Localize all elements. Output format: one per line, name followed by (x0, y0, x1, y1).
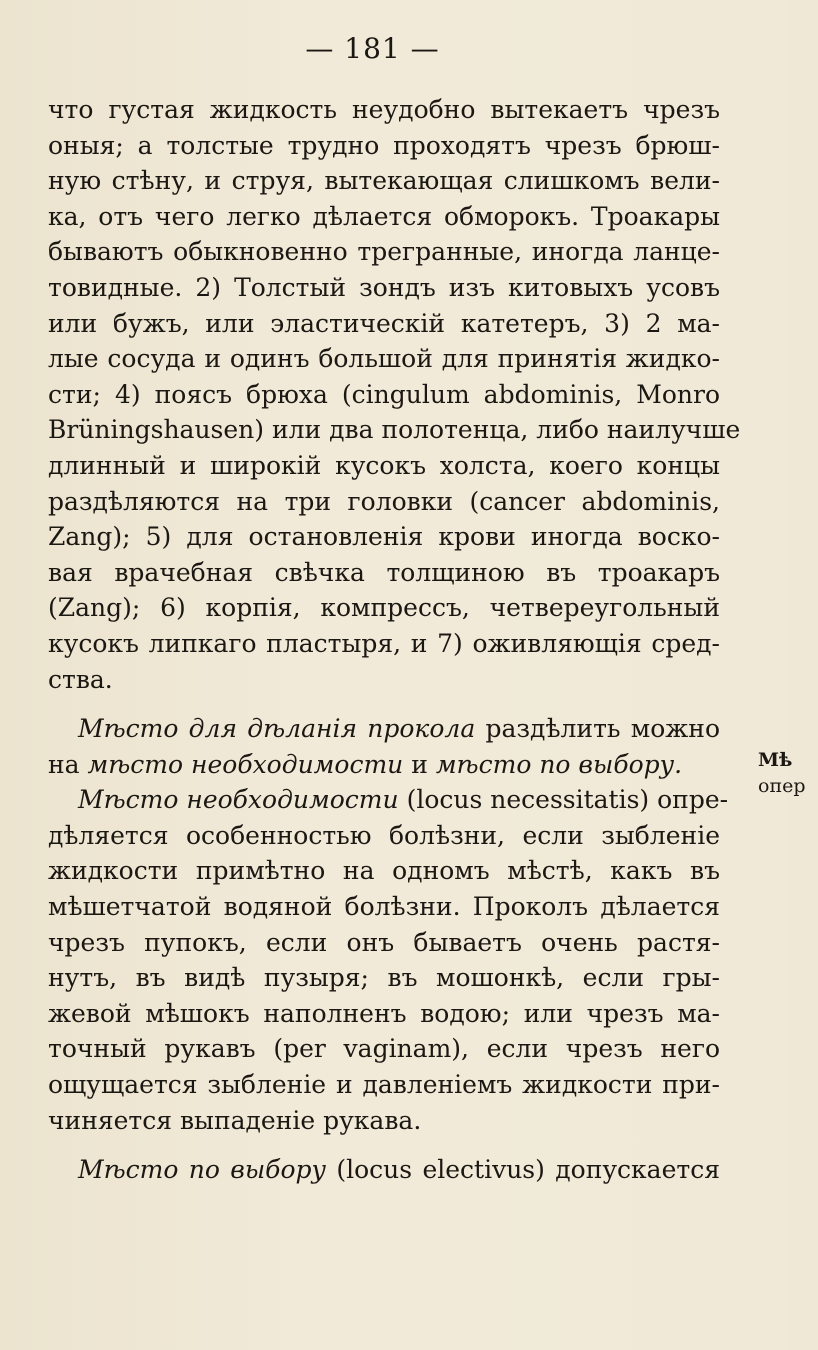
text-line: бываютъ обыкновенно трегранные, иногда ланце- (48, 237, 720, 267)
text-line: жидкости примѣтно на одномъ мѣстѣ, какъ въ (48, 856, 720, 886)
text-line: сти; 4) поясъ брюха (cingulum abdominis, Monro (48, 379, 720, 409)
text-line: Мѣсто по выбору (locus electivus) допускается (78, 1155, 720, 1185)
paragraph (48, 711, 720, 782)
text-line: вая врачебная свѣчка толщиною въ троакаръ (48, 557, 720, 587)
text-line: ную стѣну, и струя, вытекающая слишкомъ вели- (48, 166, 720, 196)
text-line: жевой мѣшокъ наполненъ водою; или чрезъ ма- (48, 998, 720, 1028)
text-line: что густая жидкость неудобно вытекаетъ чрезъ (48, 95, 720, 124)
italic-term: мѣсто по выбору. (435, 749, 683, 779)
text-line: лые сосуда и одинъ большой для принятія жидко- (48, 344, 720, 374)
text-line: ства. (48, 664, 113, 694)
text-line: дѣляется особенностью болѣзни, если зыбленіе (48, 820, 720, 850)
text-line: кусокъ липкаго пластыря, и 7) оживляющія сред- (48, 628, 720, 658)
text-line: или бужъ, или эластическій катетеръ, 3) 2 ма- (48, 308, 720, 338)
text-line: длинный и широкій кусокъ холста, коего концы (48, 450, 720, 480)
text-line: ка, отъ чего легко дѣлается обморокъ. Троакары (48, 201, 720, 231)
text-line: товидные. 2) Толстый зондъ изъ китовыхъ усовъ (48, 272, 720, 302)
text-line: точный рукавъ (per vaginam), если чрезъ него (48, 1034, 720, 1064)
text-line: раздѣляются на три головки (cancer abdominis, (48, 486, 720, 516)
margin-note: Мѣ (758, 749, 793, 771)
paragraph (48, 1152, 720, 1188)
italic-term: Мѣсто для дѣланія прокола (78, 714, 476, 744)
text-line: Мѣсто для дѣланія прокола раздѣлить можно (78, 714, 720, 744)
text-line: чиняется выпаденіе рукава. (48, 1105, 422, 1135)
text-line: чрезъ пупокъ, если онъ бываетъ очень растя- (48, 927, 720, 957)
italic-term: Мѣсто необходимости (78, 785, 399, 815)
paragraph (48, 782, 729, 1138)
body-text (48, 92, 741, 1188)
italic-term: Мѣсто по выбору (78, 1155, 327, 1185)
text-line: (Zang); 6) корпія, компрессъ, четвереугольный (48, 593, 720, 623)
text-line: оныя; а толстые трудно проходятъ чрезъ брюш- (48, 130, 720, 160)
text-line: Zang); 5) для остановленія крови иногда воско- (48, 522, 720, 552)
paragraph (48, 92, 741, 697)
text-line: Мѣсто необходимости (locus necessitatis) опре- (78, 785, 729, 815)
text-line: ощущается зыбленіе и давленіемъ жидкости при- (48, 1070, 720, 1100)
margin-note: опер (758, 775, 806, 797)
italic-term: мѣсто необходимости (87, 749, 404, 779)
text-line: на мѣсто необходимости и мѣсто по выбору. (48, 749, 683, 779)
text-line: нутъ, въ видѣ пузыря; въ мошонкѣ, если гры- (48, 963, 720, 993)
page-number: — 181 — (305, 32, 440, 65)
text-line: мѣшетчатой водяной болѣзни. Проколъ дѣлается (48, 892, 720, 922)
text-line: Brüningshausen) или два полотенца, либо наилучше (48, 415, 741, 445)
